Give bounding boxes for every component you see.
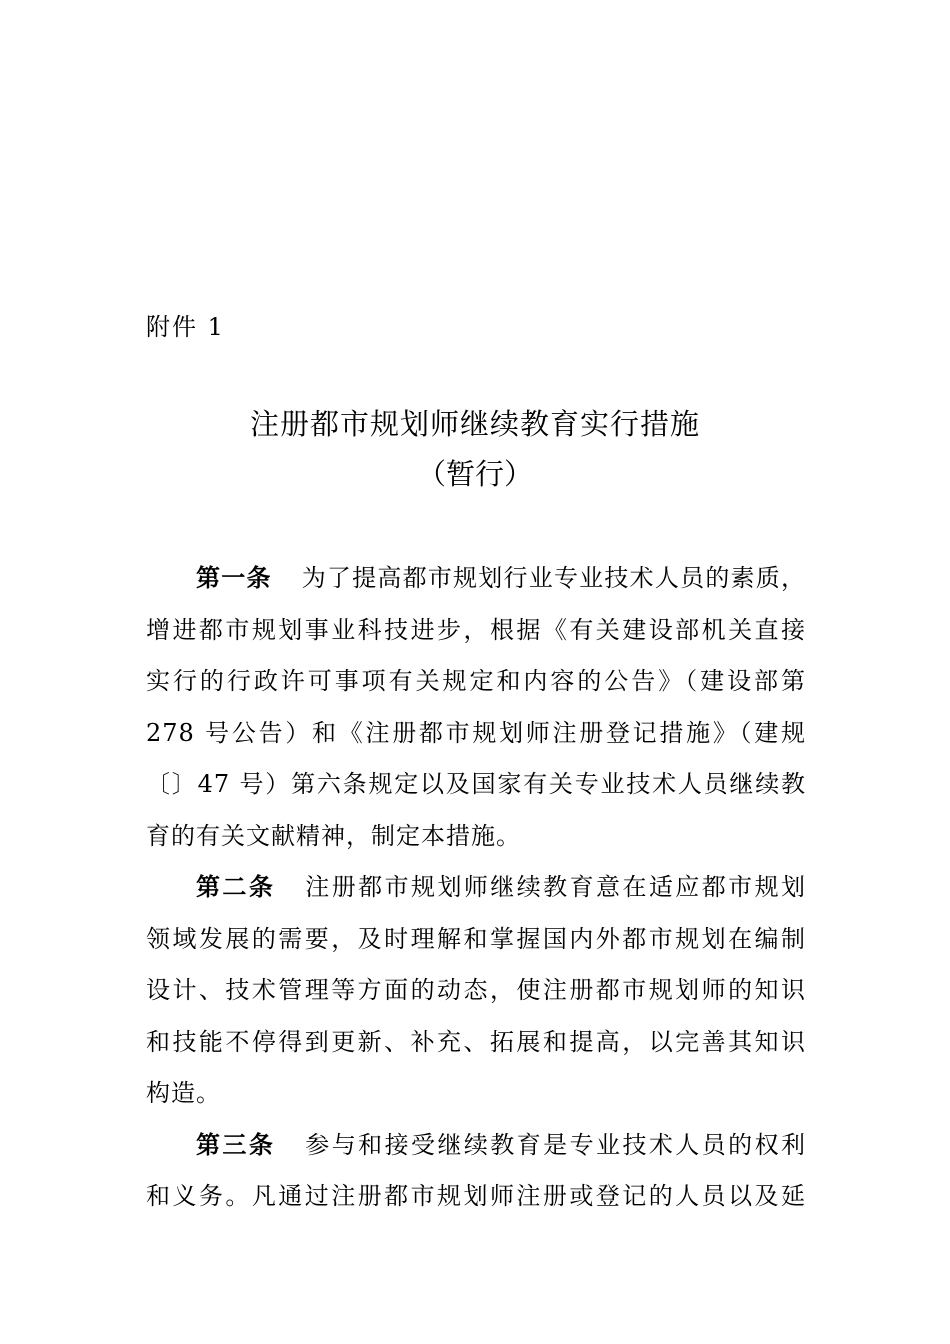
article-2-heading: 第二条 <box>196 873 276 901</box>
article-3-text: 参与和接受继续教育是专业技术人员的权利 <box>305 1130 807 1159</box>
article-2-line-4: 和技能不停得到更新、补充、拓展和提高，以完善其知识 <box>146 1027 806 1056</box>
article-2-line-5: 构造。 <box>146 1079 221 1107</box>
article-2-text: 注册都市规划师继续教育意在适应都市规划 <box>305 873 807 901</box>
article-2-line-3: 设计、技术管理等方面的动态，使注册都市规划师的知识 <box>146 976 806 1004</box>
article-2-line-1 <box>146 862 806 914</box>
document-title: 注册都市规划师继续教育实行措施 <box>249 407 700 441</box>
document-body <box>146 553 806 1223</box>
article-1-line-3: 实行的行政许可事项有关规定和内容的公告》（建设部第 <box>146 667 806 695</box>
article-1-line-2: 增进都市规划事业科技进步，根据《有关建设部机关直接 <box>146 615 806 644</box>
article-3-heading: 第三条 <box>196 1130 276 1159</box>
article-1-text: 为了提高都市规划行业专业技术人员的素质， <box>301 564 807 592</box>
article-1-line-1 <box>146 553 806 605</box>
attachment-label: 附件 1 <box>146 313 225 341</box>
article-3-line-1 <box>146 1120 806 1172</box>
article-1-heading: 第一条 <box>196 564 272 592</box>
article-3-line-2: 和义务。凡通过注册都市规划师注册或登记的人员以及延 <box>146 1182 806 1210</box>
document-subtitle: （暂行） <box>416 457 533 491</box>
article-1-line-6: 育的有关文献精神，制定本措施。 <box>146 821 521 850</box>
article-1-line-5: 〔〕47 号）第六条规定以及国家有关专业技术人员继续教 <box>146 770 806 798</box>
article-1-line-4: 278 号公告）和《注册都市规划师注册登记措施》（建规 <box>146 718 806 747</box>
article-2-line-2: 领域发展的需要，及时理解和掌握国内外都市规划在编制 <box>146 924 806 953</box>
